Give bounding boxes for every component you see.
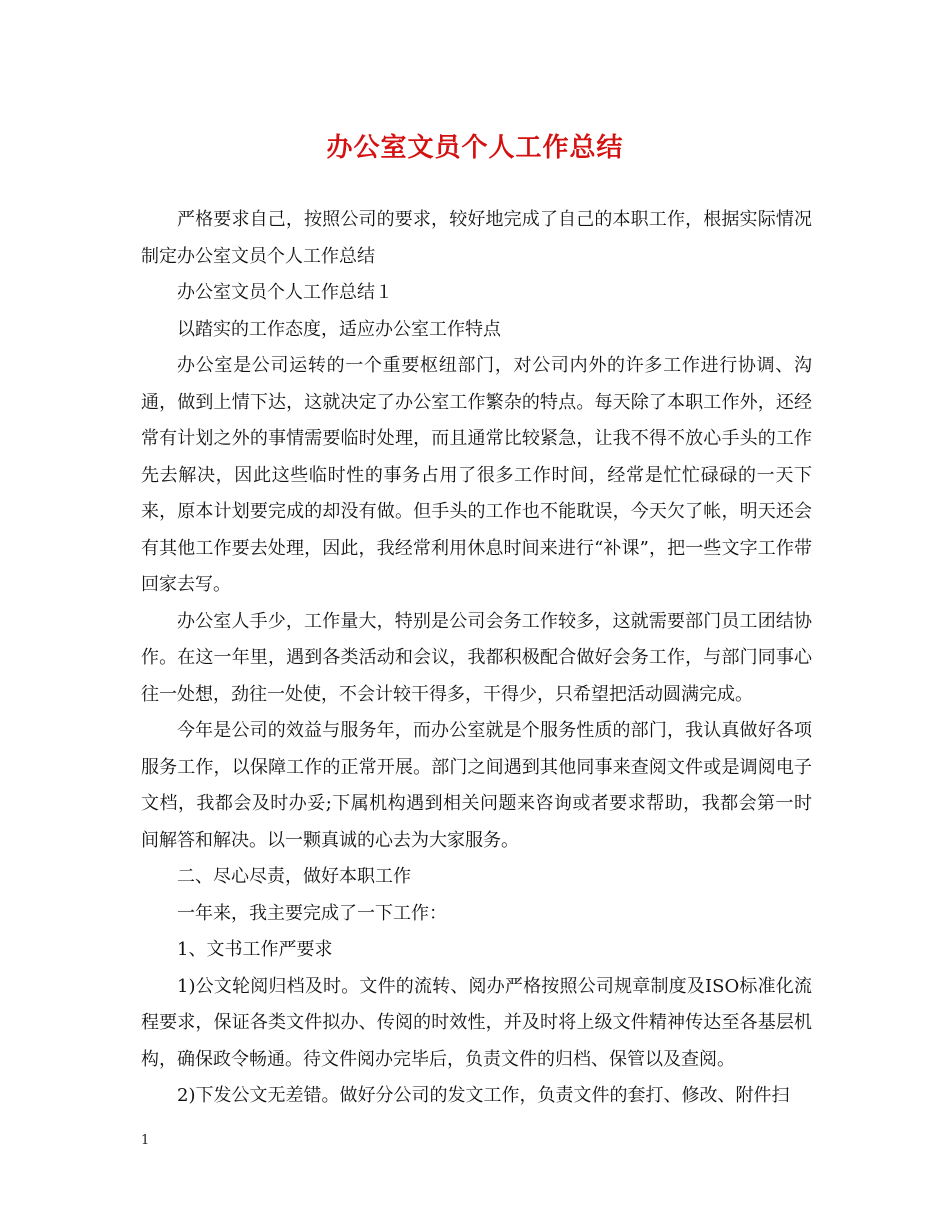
- paragraph-item-1-2: 2)下发公文无差错。做好分公司的发文工作，负责文件的套打、修改、附件扫: [177, 1085, 790, 1106]
- paragraph-service: 今年是公司的效益与服务年，而办公室就是个服务性质的部门，我认真做好各项服务工作，以保障工作的正常开展。部门之间遇到其他同事来查阅文件或是调阅电子文档，我都会及时办妥;下属机构遇到相关问题来咨询或者要求帮助，我都会第一时间解答和解决。以一颗真诚的心去为大家服务。: [141, 720, 812, 851]
- document-body: [141, 202, 812, 1115]
- paragraph-year-summary: 一年来，我主要完成了一下工作：: [177, 902, 447, 924]
- page-number: 1: [141, 1133, 150, 1148]
- paragraph-teamwork: 办公室人手少，工作量大，特别是公司会务工作较多，这就需要部门员工团结协作。在这一年里，遇到各类活动和会议，我都积极配合做好会务工作，与部门同事心往一处想，劲往一处使，不会计较干得多，干得少，只希望把活动圆满完成。: [141, 610, 812, 705]
- paragraph-section-heading-1: 办公室文员个人工作总结１: [177, 282, 393, 303]
- paragraph-subheading-duty: 二、尽心尽责，做好本职工作: [177, 866, 411, 887]
- paragraph-item-1: 1、文书工作严要求: [177, 939, 333, 960]
- document-title: 办公室文员个人工作总结: [326, 133, 624, 163]
- paragraph-subheading-attitude: 以踏实的工作态度，适应办公室工作特点: [177, 318, 501, 340]
- paragraph-office-role: 办公室是公司运转的一个重要枢纽部门，对公司内外的许多工作进行协调、沟通，做到上情下达，这就决定了办公室工作繁杂的特点。每天除了本职工作外，还经常有计划之外的事情需要临时处理，而且通常比较紧急，让我不得不放心手头的工作先去解决，因此这些临时性的事务占用了很多工作时间，经常是忙忙碌碌的一天下来，原本计划要完成的却没有做。但手头的工作也不能耽误，今天欠了帐，明天还会有其他工作要去处理，因此，我经常利用休息时间来进行“补课”，把一些文字工作带回家去写。: [141, 355, 812, 595]
- paragraph-item-1-1: 1)公文轮阅归档及时。文件的流转、阅办严格按照公司规章制度及ISO标准化流程要求，保证各类文件拟办、传阅的时效性，并及时将上级文件精神传达至各基层机构，确保政令畅通。待文件阅办完毕后，负责文件的归档、保管以及查阅。: [141, 975, 812, 1070]
- paragraph-intro: 严格要求自己，按照公司的要求，较好地完成了自己的本职工作，根据实际情况制定办公室文员个人工作总结: [141, 209, 812, 267]
